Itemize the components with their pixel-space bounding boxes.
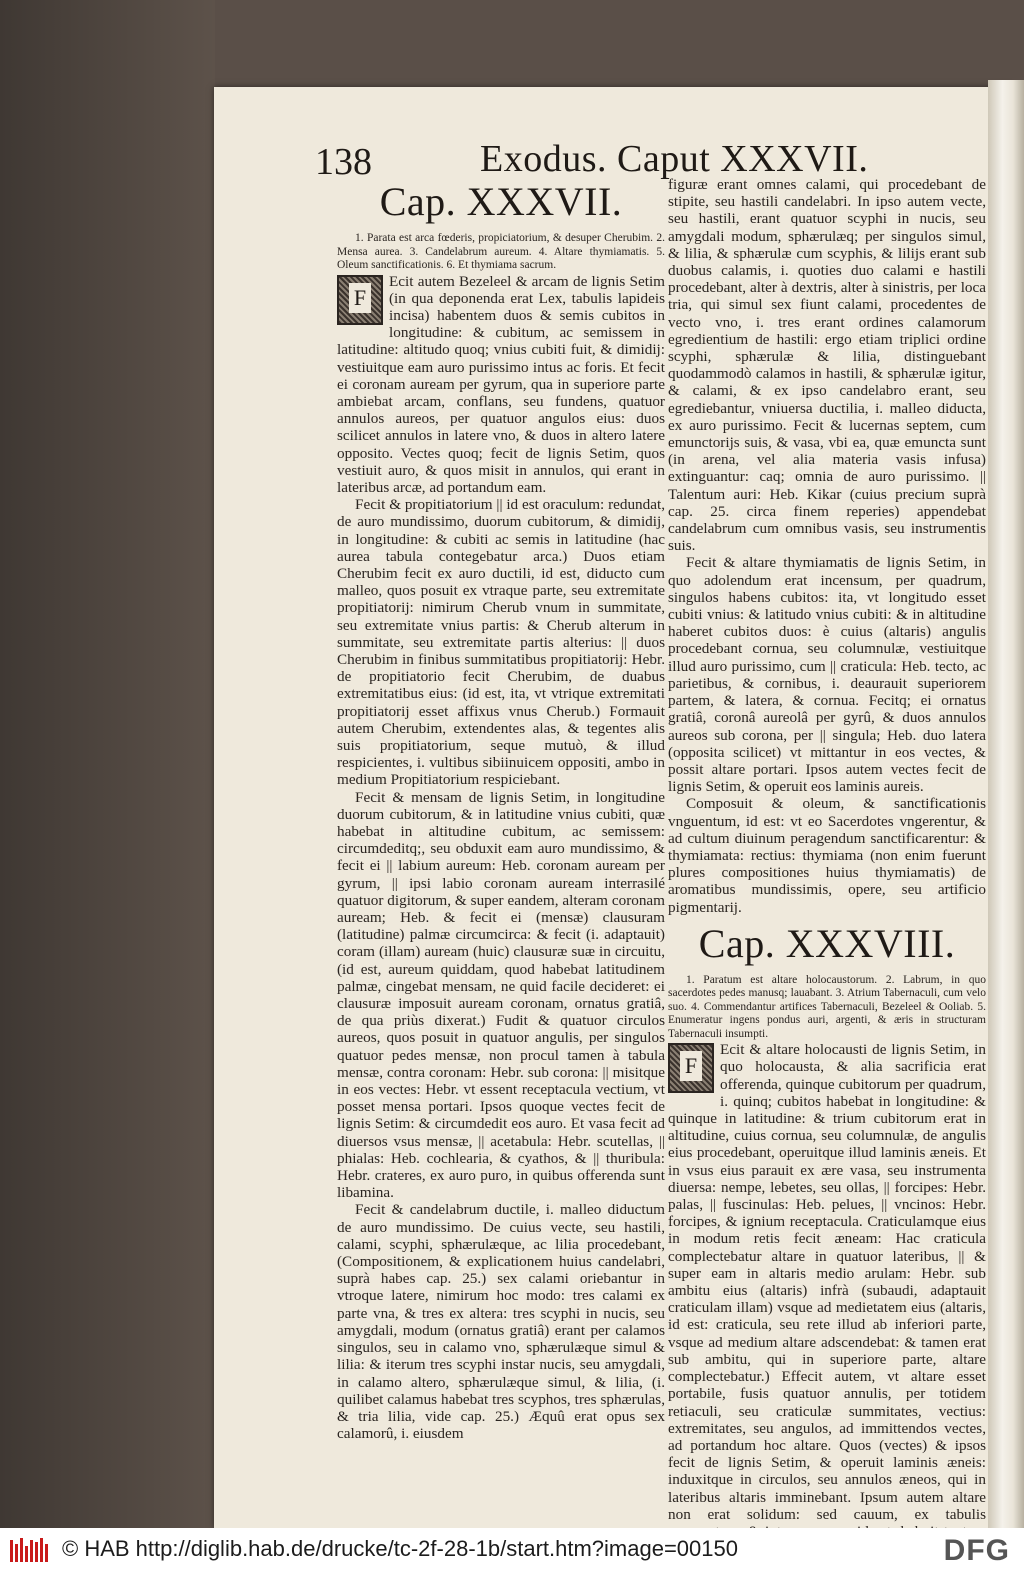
left-column [337,180,665,1442]
footer-bar [0,1528,1024,1570]
chapter-title: Cap. XXXVII. [379,179,623,224]
paragraph: Fecit & candelabrum ductile, i. malleo diductum de auro mundissimo. De cuius vecte, seu hastili, calami, scyphi, sphærulæque, ac lilia procedebant, (Compositionem, & explicationem huius candelabri, suprà habes cap. 25.) sex calami oriebantur in vtroque latere, nimirum hoc modo: tres calami ex parte vna, & tres ex altera: tres scyphi in nucis, seu amygdali, modum (ornatus gratiâ) erant per calamos singulos, seu in calamo vno, sphærulæque simul & lilia: & iterum tres scyphi instar nucis, seu amygdali, in calamo altero, sphærulæque simul, & lilia, (i. quilibet calamus habebat tres scyphos, tres sphærulas, & tria lilia, vide cap. 25.) Æquû erat opus sex calamorû, i. eiusdem [337,1201,665,1443]
book-shadow [0,0,215,1528]
paragraph: figuræ erant omnes calami, qui procedebant de stipite, seu hastili candelabri. In ipso autem vecte, seu hastili, erant quatuor scyphi in nucis, seu amygdali modum, sphærulæq; per singulos simul, & lilia, & sphærulæ cum scyphis, & lilijs erant sub duobus calamis, i. quoties duo calami e hastili procedebant, alter à dextris, alter à sinistris, per loca tria, qui simul sex fiunt calami, procedentes de vecto vno, i. tres erant ordines calamorum egredientium de hastili: ergo etiam triplici ordine scyphi, sphærulæ & lilia, distinguebant quodammodò calamos in hastili, & sphærulæ igitur, & calami, & ex ipso candelabro erant, seu egrediebantur, vniuersa ductilia, i. malleo diducta, ex auro purissimo. Fecit & lucernas septem, cum emunctorijs suis, & vasa, vbi ea, quæ emuncta sunt (in arena, vel alia materia vasis infusa) extinguantur: caq; omnia de auro purissimo. || Talentum auri: Heb. Kikar (cuius precium suprà cap. 25. circa finem reperies) appendebat candelabrum cum omnibus vasis, seu instrumentis suis. [668,176,986,555]
chapter-title: Cap. XXXVIII. [698,920,956,966]
page-number: 138 [315,141,372,183]
paragraph: Fecit & altare thymiamatis de lignis Setim, in quo adolendum erat incensum, per quadrum, singulos habens cubitos: ita, vt longitudo esset cubiti vnius: & latitudo vnius cubiti: & in altitudine haberet cubitos duos: è cuius (altaris) angulis procedebant cornua, seu columnulæ, vestiuitque illud auro purissimo, cum || craticula: Heb. tecto, ac parietibus, & cornibus, i. deaurauit superiorem partem, & latera, & cornua. Fecitq; ei ornatus gratiâ, coronâ aureolâ per gyrû, & duos annulos aureos sub corona, per || singula; Heb. duo latera (opposita scilicet) vt mittantur in eos vectes, & possit altare portari. Ipsos autem vectes fecit de lignis Setim, & operuit eos laminis aureis. [668,554,986,796]
initial-letter: F [680,1051,702,1081]
decorated-initial [668,1043,714,1093]
hab-logo-icon [10,1536,48,1562]
paragraph: Fecit & mensam de lignis Setim, in longitudine duorum cubitorum, & in latitudine vnius cubiti, quæ habebat in altitudine cubitum, ac semissem: circumdeditq;, seu obduxit eam auro mundissimo, & fecit ei || labium aureum: Heb. coronam auream per gyrum, || ipsi labio coronam auream interrasilé quatuor digitorum, & super eandem, alteram coronam auream; Heb. & fecit ei (mensæ) clausuram (latitudine) palmæ circumcirca: & fecit (i. adaptauit) coram (illam) auream (huic) clausuræ suæ in circuitu, (id est, aureum quiddam, quod habebat latitudinem palmæ, cingebat mensam, ne quid facile decideret: ei clausuræ imposuit auream coronam, ornatus gratiâ, de qua priùs dixerat.) Fudit & quatuor circulos aureos, quos posuit in quatuor angulis, per singulos quatuor pedes mensæ, non procul tamen à tabula mensæ, contra coronam: Hebr. sub corona: || misitque in eos vectes: Hebr. vt essent receptacula vectium, vt posset mensa portari. Ipsos quoque vectes fecit de lignis Setim: & circumdedit eos auro. Et vasa fecit ad diuersos vsus mensæ, || acetabula: Hebr. scutellas, || phialas: Heb. cochlearia, & cyathos, & || thuribula: Hebr. crateres, ex auro puro, in quibus offerenda sunt libamina. [337,788,665,1202]
chapter-summary: 1. Parata est arca fœderis, propiciatorium, & desuper Cherubim. 2. Mensa aurea. 3. Candelabrum aureum. 4. Altare thymiamatis. 5. Oleum sanctificationis. 6. Et thymiama sacrum. [337,232,665,271]
running-head: Exodus. Caput XXXVII. [480,138,869,180]
paragraph: Ecit & altare holocausti de lignis Setim, in quo holocausta, & alia sacrificia erat offerenda, quinque cubitorum per quadrum, i. quinq; cubitos habebat in longitudine: & quinque in latitudine: & trium cubitorum erat in altitudine, cuius cornua, seu columnulæ, de angulis eius procedebant, operuitque illud laminis æneis. Et in vsus eius parauit ex ære vasa, seu instrumenta diuersa: nempe, lebetes, seu ollas, || forcipes: Hebr. palas, || fuscinulas: Heb. pelues, || vncinos: Hebr. forcipes, & ignium receptacula. Craticulamque eius in modum retis fecit æneam: Hac craticula complectebatur altare in quatuor lateribus, || & super eam in altaris medio arulam: Hebr. sub ambitu eius (altaris) infrà (subaudi, adaptauit craticulam illam) vsque ad medietatem eius (altaris, id est: craticula, seu rete illud ab inferiori parte, vsque ad medium altare adscendebat: & tamen erat sub ambitu, qui in superiore parte, altare complectebatur.) Effecit autem, vt altare esset portabile, fusis quatuor annulis, per totidem retiaculi, seu craticulæ summitates, vectius: extremitates, seu angulos, ad immittendos vectes, ad portandum hoc altare. Quos (vectes) & ipsos fecit de lignis Setim, & operuit laminis æneis: induxitque in circulos, seu annulos æneos, qui in lateribus altaris imminebant. Ipsum autem altare non erat solidum: sed cauum, ex tabulis [668,1041,986,1523]
paragraph: Composuit & oleum, & sanctificationis vnguentum, id est: vt eo Sacerdotes vngerentur, & ad cultum diuinum peragendum sanctificarentur: & thymiamata: rectius: thymiama (non enim fuerunt plures compositiones huius thymiamatis) de aromatibus mundissimis, opere, seu artificio pigmentarij. [668,795,986,916]
source-url-link[interactable]: © HAB http://diglib.hab.de/drucke/tc-2f-28-1b/start.htm?image=00150 [62,1536,738,1561]
decorated-initial [337,275,383,325]
paragraph: Fecit & propitiatorium || id est oraculum: redundat, de auro mundissimo, duorum cubitorum, & dimidij, in longitudine: & cubiti ac semis in latitudine (hac aurea tabula contegebatur arca.) Duos etiam Cherubim fecit ex auro ductili, id est, diducto cum malleo, quos posuit ex vtraque parte, seu extremitate propitiatorij: nimirum Cherub vnum in summitate, seu extremitate vnius partis: & Cherub alterum in summitate, seu extremitate partis alterius: || duos Cherubim in finibus summitatibus propitiatorij: Hebr. de propitiatorio fecit Cherubim, de duabus extremitatibus eius: (id est, ita, vt vtrique extremitati propitiatorij esset affixus vnus Cherub.) Formauit autem Cherubim, extendentes alas, & tegentes alis suis propitiatorium, seque mutuò, & illud respicientes, i. vultibus sibiinuicem oppositi, ambo in medium Propitiatorium respiciebant. [337,496,665,789]
paragraph: Ecit autem Bezeleel & arcam de lignis Setim (in qua deponenda erat Lex, tabulis lapideis incisa) habentem duos & semis cubitos in longitudine: & cubitum, ac semissem in latitudine: altitudo quoq; vnius cubiti fuit, & dimidij: vestiuitque eam auro purissimo intus ac foris. Et fecit ei coronam auream per gyrum, qua in superiore parte ambiebat arcam, conflans, seu fundens, quatuor annulos aureos, per quatuor angulos eius: duos scilicet annulos in latere vno, & duos in altero latere opposito. Vectes quoq; fecit de lignis Setim, quos vestiuit auro, & quos misit in annulos, qui erant in lateribus arcæ, ad portandum eam. [337,272,665,496]
page-gutter [988,80,1024,1528]
dfg-logo: DFG [943,1534,1010,1567]
chapter-summary: 1. Paratum est altare holocaustorum. 2. Labrum, in quo sacerdotes pedes manusq; lauabant. 3. Atrium Tabernaculi, cum velo suo. 4. Commendantur artifices Tabernaculi, Bezeleel & Ooliab. 5. Enumeratur ingens pondus auri, argenti, & æris in structuram Tabernaculi insumpti. [668,973,986,1040]
initial-letter: F [349,283,371,313]
right-column [668,176,986,1557]
